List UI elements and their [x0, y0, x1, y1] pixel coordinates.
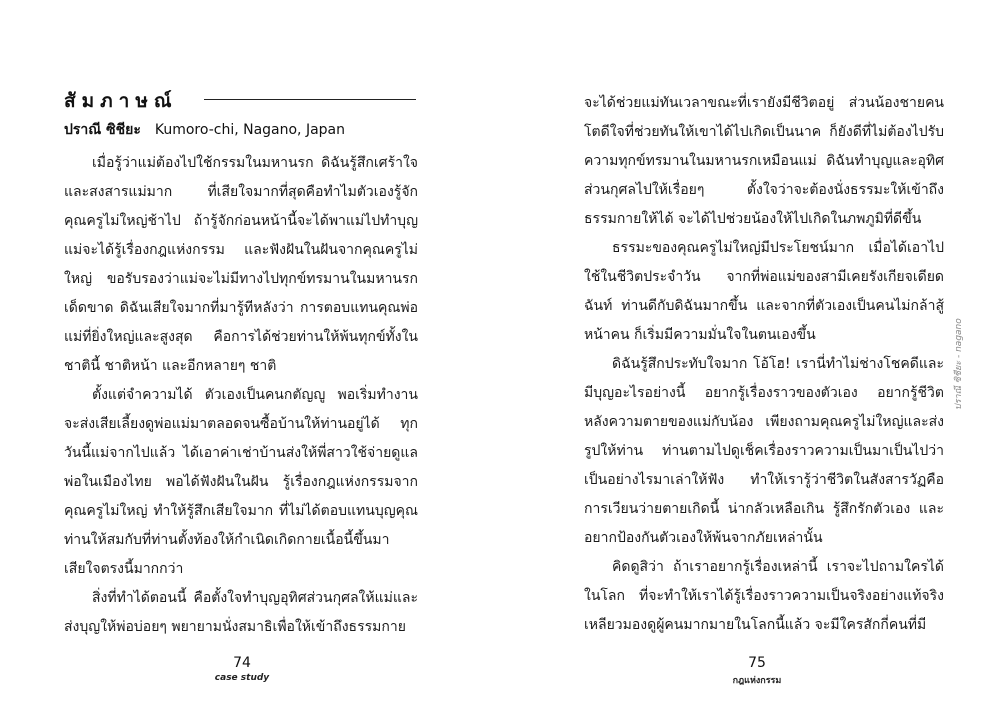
- section-heading: [64, 86, 416, 112]
- side-note: ปราณี ซิชียะ - nagano: [954, 318, 964, 410]
- paragraph: สิ่งที่ทำได้ตอนนี้ คือตั้งใจทำบุญอุทิศส่วนกุศลให้แม่และส่งบุญให้พ่อบ่อยๆ พยายามนั่งสมาธิเพื่อให้เข้าถึงธรรมกาย: [64, 590, 418, 635]
- paragraph: ดิฉันรู้สึกประทับใจมาก โอ้โฮ! เรานี่ทำไม่ช่างโชคดีและมีบุญอะไรอย่างนี้ อยากรู้เรื่องราวของตัวเอง อยากรู้ชีวิตหลังความตายของแม่กับน้อง เพียงถามคุณครูไม่ใหญ่และส่งรูปให้ท่าน ท่านตามไปดูเช็คเรื่องราวความเป็นมาเป็นไปว่าเป็นอย่างไรมาเล่าให้ฟัง ทำให้เรารู้ว่าชีวิตในสังสารวัฏคือการเวียนว่ายตายเกิดนี้ น่ากลัวเหลือเกิน รู้สึกรักตัวเอง และอยากป้องกันตัวเองให้พ้นจากภัยเหล่านั้น: [584, 356, 944, 546]
- right-body-text: [584, 89, 944, 640]
- heading-rule: [204, 99, 416, 100]
- paragraph: คิดดูสิว่า ถ้าเราอยากรู้เรื่องเหล่านี้ เราจะไปถามใครได้ในโลก ที่จะทำให้เราได้รู้เรื่องราวความเป็นจริงอย่างแท้จริง เหลียวมองดูผู้คนมากมายในโลกนี้แล้ว จะมีใครสักกี่คนที่มี: [584, 559, 944, 633]
- page-number: 74: [233, 655, 251, 671]
- author-name: ปราณี ซิชียะ: [64, 122, 141, 138]
- author-location: Kumoro-chi, Nagano, Japan: [154, 122, 346, 138]
- running-footer: case study: [214, 673, 270, 683]
- section-title: สัมภาษณ์: [64, 90, 178, 112]
- author-byline: [64, 119, 345, 141]
- paragraph: จะได้ช่วยแม่ทันเวลาขณะที่เรายังมีชีวิตอยู่ ส่วนน้องชายคนโตดีใจที่ช่วยทันให้เขาได้ไปเกิดเป็นนาค ก็ยังดีที่ไม่ต้องไปรับความทุกข์ทรมานในมหานรกเหมือนแม่ ดิฉันทำบุญและอุทิศส่วนกุศลไปให้เรื่อยๆ ตั้งใจว่าจะต้องนั่งธรรมะให้เข้าถึงธรรมกายให้ได้ จะได้ไปช่วยน้องให้ไปเกิดในภพภูมิที่ดีขึ้น: [584, 95, 944, 227]
- page-number: 75: [748, 655, 766, 671]
- paragraph: เมื่อรู้ว่าแม่ต้องไปใช้กรรมในมหานรก ดิฉันรู้สึกเศร้าใจและสงสารแม่มาก ที่เสียใจมากที่สุดคือทำไมตัวเองรู้จักคุณครูไม่ใหญ่ช้าไป ถ้ารู้จักก่อนหน้านี้จะได้พาแม่ไปทำบุญ แม่จะได้รู้เรื่องกฎแห่งกรรม และฟังฝันในฝันจากคุณครูไม่ใหญ่ ขอรับรองว่าแม่จะไม่มีทางไปทุกข์ทรมานในมหานรกเด็ดขาด ดิฉันเสียใจมากที่มารู้ทีหลังว่า การตอบแทนคุณพ่อแม่ที่ยิ่งใหญ่และสูงสุด คือการได้ช่วยท่านให้พ้นทุกข์ทั้งในชาตินี้ ชาติหน้า และอีกหลายๆ ชาติ: [64, 155, 418, 374]
- running-footer: กฎแห่งกรรม: [732, 676, 782, 686]
- right-page: [500, 0, 1000, 707]
- paragraph: ธรรมะของคุณครูไม่ใหญ่มีประโยชน์มาก เมื่อได้เอาไปใช้ในชีวิตประจำวัน จากที่พ่อแม่ของสามีเคยรังเกียจเดียดฉันท์ ท่านดีกับดิฉันมากขึ้น และจากที่ตัวเองเป็นคนไม่กล้าสู้หน้าคน ก็เริ่มมีความมั่นใจในตนเองขึ้น: [584, 240, 944, 343]
- left-body-text: [64, 149, 418, 642]
- paragraph: ตั้งแต่จำความได้ ตัวเองเป็นคนกตัญญู พอเริ่มทำงานจะส่งเสียเลี้ยงดูพ่อแม่มาตลอดจนซื้อบ้านให้ท่านอยู่ได้ ทุกวันนี้แม่จากไปแล้ว ได้เอาค่าเช่าบ้านส่งให้พี่สาวใช้จ่ายดูแลพ่อในเมืองไทย พอได้ฟังฝันในฝัน รู้เรื่องกฎแห่งกรรมจากคุณครูไม่ใหญ่ ทำให้รู้สึกเสียใจมาก ที่ไม่ได้ตอบแทนบุญคุณท่านให้สมกับที่ท่านตั้งท้องให้กำเนิดเกิดกายเนื้อนี้ขึ้นมา เสียใจตรงนี้มากกว่า: [64, 387, 418, 577]
